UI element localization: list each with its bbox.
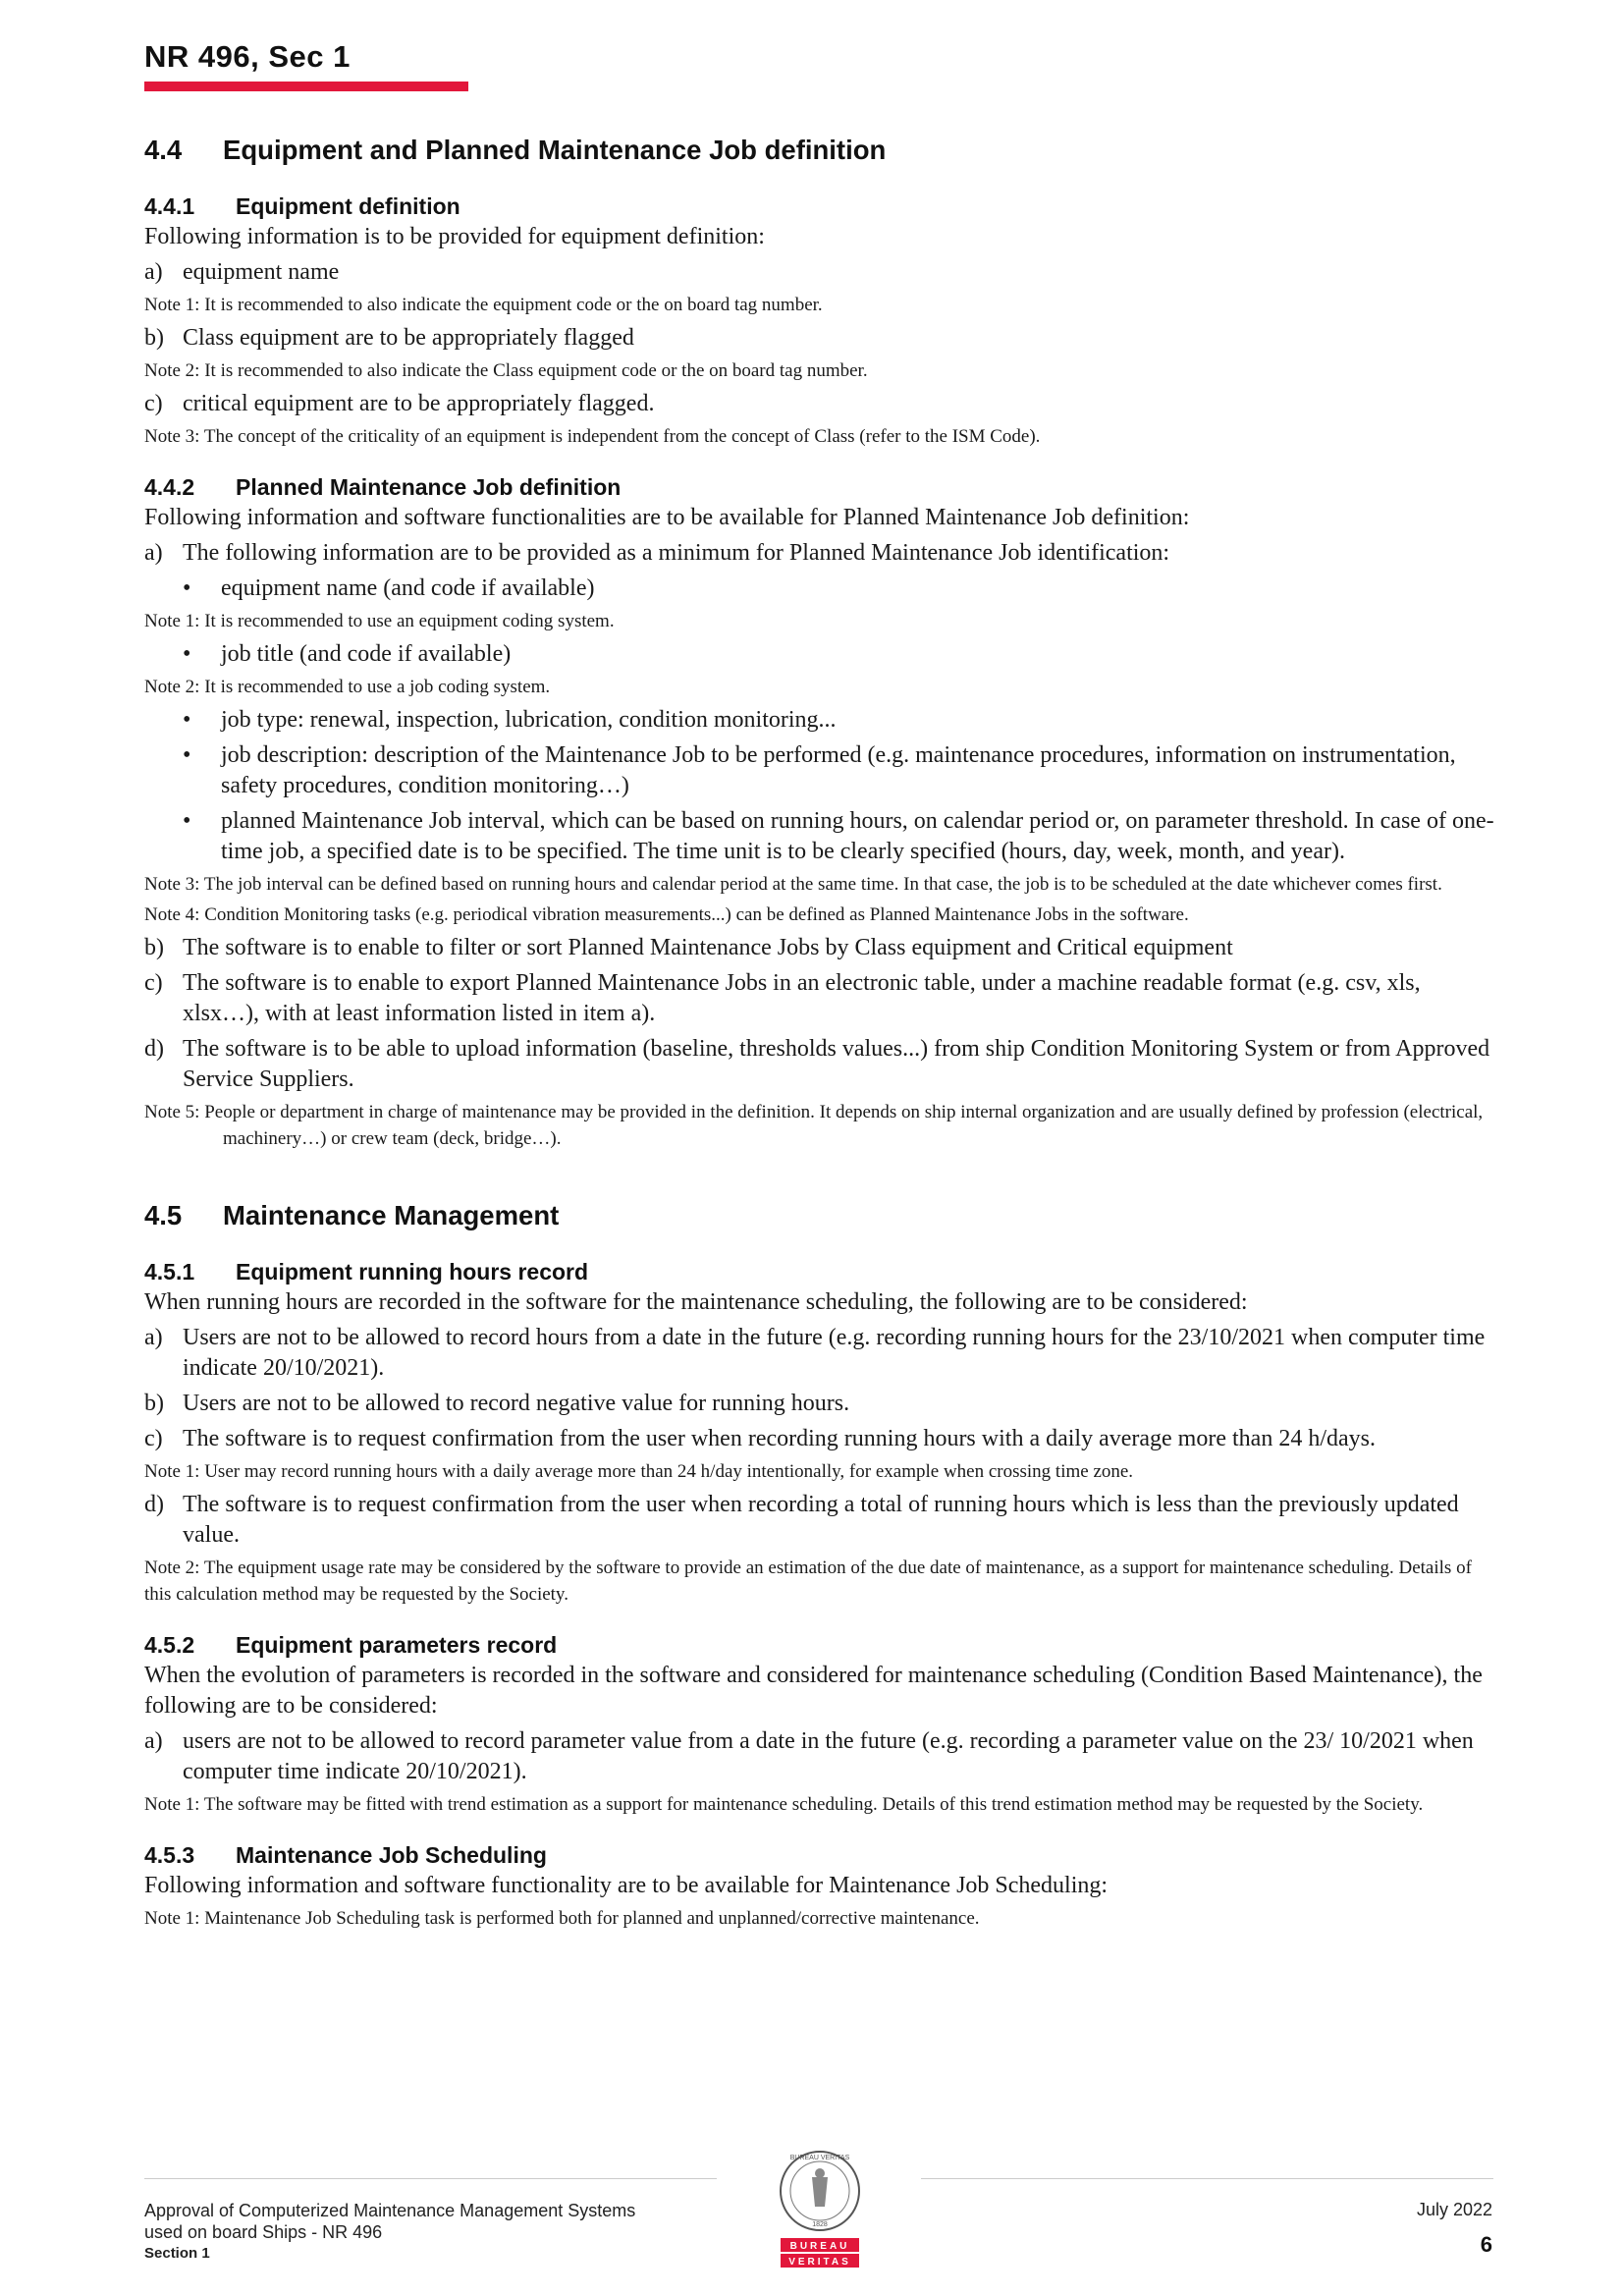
footer-date: July 2022: [1416, 2200, 1492, 2219]
logo-band-2: VERITAS: [788, 2257, 851, 2268]
note: Note 1: Maintenance Job Scheduling task is performed both for planned and unplanned/corrective maintenance.: [144, 1908, 980, 1929]
section-heading-4-5: 4.5 Maintenance Management: [144, 1200, 560, 1230]
bullet-item: • equipment name (and code if available): [183, 575, 595, 601]
subsection-4-5-3: [144, 1839, 1494, 1932]
paragraph: When running hours are recorded in the software for the maintenance scheduling, the following are to be considered:: [144, 1289, 1248, 1315]
list-item: a) The following information are to be provided as a minimum for Planned Maintenance Job identification:: [144, 540, 1170, 566]
footer-title-line2: used on board Ships - NR 496: [144, 2222, 383, 2242]
bullet-item: • job title (and code if available): [183, 641, 512, 667]
bullet-item: • planned Maintenance Job interval, which can be based on running hours, on calendar period or, on parameter threshold. In case of one-time job, a specified date is to be specified. The time unit is to be clearly specified (hours, day, week, month, and year).: [183, 808, 1494, 864]
list-item: c) The software is to request confirmation from the user when recording running hours with a daily average more than 24 h/days.: [144, 1426, 1376, 1451]
list-item: d) The software is to request confirmation from the user when recording a total of running hours which is less than the previously updated value.: [144, 1492, 1459, 1548]
subsection-heading: 4.4.2 Planned Maintenance Job definition: [144, 474, 622, 500]
note: Note 1: The software may be fitted with trend estimation as a support for maintenance scheduling. Details of this trend estimation method may be requested by the Society.: [144, 1794, 1424, 1815]
list-item: b) Class equipment are to be appropriately flagged: [144, 325, 634, 351]
note: Note 5: People or department in charge of maintenance may be provided in the definition. It depends on ship internal organization and are usually defined by profession (electrical, machinery…) or crew team (deck, bridge…).: [144, 1102, 1484, 1149]
bureau-veritas-logo-icon: [771, 2148, 869, 2275]
bullet-item: • job type: renewal, inspection, lubrication, condition monitoring...: [183, 707, 837, 733]
note: Note 1: It is recommended to use an equipment coding system.: [144, 611, 615, 631]
subsection-4-5-2: [144, 1629, 1494, 1818]
logo-band-1: BUREAU: [789, 2241, 850, 2252]
note: Note 2: The equipment usage rate may be considered by the software to provide an estimation of the due date of maintenance, as a support for maintenance scheduling. Details of this calculation method may be requested by the Society.: [144, 1558, 1472, 1605]
paragraph: When the evolution of parameters is recorded in the software and considered for maintenance scheduling (Condition Based Maintenance), the following are to be considered:: [144, 1663, 1483, 1719]
note: Note 3: The job interval can be defined based on running hours and calendar period at the same time. In that case, the job is to be scheduled at the date whichever comes first.: [144, 874, 1442, 895]
list-item: b) Users are not to be allowed to record negative value for running hours.: [144, 1391, 850, 1416]
list-item: c) critical equipment are to be appropriately flagged.: [144, 391, 655, 416]
note: Note 1: It is recommended to also indicate the equipment code or the on board tag number.: [144, 295, 823, 315]
document-body: [144, 134, 1494, 1953]
list-item: a) users are not to be allowed to record parameter value from a date in the future (e.g. recording a parameter value on the 23/ 10/2021 when computer time indicate 20/10/2021).: [144, 1728, 1474, 1784]
subsection-4-4-1: [144, 191, 1494, 450]
logo-ring-text: BUREAU VERITAS: [789, 2155, 850, 2161]
footer-section: Section 1: [144, 2245, 210, 2262]
page-header-title: NR 496, Sec 1: [144, 39, 351, 74]
section-heading-4-4: 4.4 Equipment and Planned Maintenance Job definition: [144, 135, 887, 165]
subsection-4-5-1: [144, 1256, 1494, 1608]
note: Note 4: Condition Monitoring tasks (e.g. periodical vibration measurements...) can be defined as Planned Maintenance Jobs in the software.: [144, 904, 1189, 925]
note: Note 2: It is recommended to use a job coding system.: [144, 677, 551, 697]
footer-document-info: [144, 2200, 635, 2265]
list-item: b) The software is to enable to filter or sort Planned Maintenance Jobs by Class equipment and Critical equipment: [144, 935, 1233, 960]
bullet-item: • job description: description of the Maintenance Job to be performed (e.g. maintenance procedures, information on instrumentation, safety procedures, condition monitoring…): [183, 742, 1456, 798]
header-accent-bar: [144, 82, 468, 91]
note: Note 1: User may record running hours with a daily average more than 24 h/day intentionally, for example when crossing time zone.: [144, 1461, 1134, 1482]
list-item: d) The software is to be able to upload information (baseline, thresholds values...) from ship Condition Monitoring System or from Approved Service Suppliers.: [144, 1036, 1490, 1092]
subsection-heading: 4.5.2 Equipment parameters record: [144, 1632, 558, 1658]
subsection-heading: 4.5.3 Maintenance Job Scheduling: [144, 1842, 547, 1868]
logo-year-text: 1828: [812, 2221, 828, 2228]
note: Note 2: It is recommended to also indicate the Class equipment code or the on board tag number.: [144, 360, 868, 381]
subsection-4-4-2: [144, 471, 1494, 1152]
footer-title-line1: Approval of Computerized Maintenance Management Systems: [144, 2201, 636, 2220]
footer-divider: [144, 2178, 717, 2179]
paragraph: Following information and software functionality are to be available for Maintenance Job Scheduling:: [144, 1873, 1109, 1898]
page-number: 6: [1480, 2232, 1492, 2257]
subsection-heading: 4.4.1 Equipment definition: [144, 193, 460, 219]
paragraph: Following information is to be provided for equipment definition:: [144, 224, 765, 249]
note: Note 3: The concept of the criticality of an equipment is independent from the concept of Class (refer to the ISM Code).: [144, 426, 1041, 447]
list-item: a) Users are not to be allowed to record hours from a date in the future (e.g. recording running hours for the 23/10/2021 when computer time indicate 20/10/2021).: [144, 1325, 1486, 1381]
footer-divider: [921, 2178, 1493, 2179]
paragraph: Following information and software functionalities are to be available for Planned Maintenance Job definition:: [144, 505, 1190, 530]
list-item: a) equipment name: [144, 259, 340, 285]
subsection-heading: 4.5.1 Equipment running hours record: [144, 1259, 589, 1285]
list-item: c) The software is to enable to export Planned Maintenance Jobs in an electronic table, under a machine readable format (e.g. csv, xls, xlsx…), with at least information listed in item a).: [144, 970, 1421, 1026]
